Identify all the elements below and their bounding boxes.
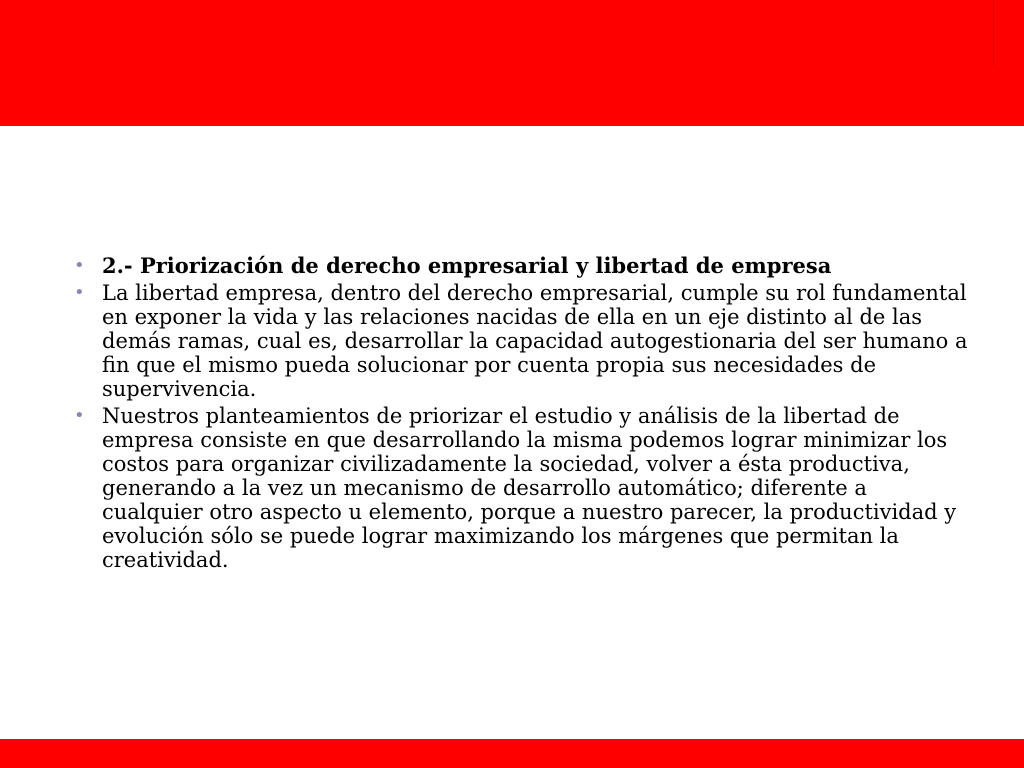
- bullet-dot-icon: •: [74, 255, 85, 276]
- bullet-dot-icon: •: [74, 405, 85, 426]
- bullet-text: La libertad empresa, dentro del derecho empresarial, cumple su rol fundamental en exponer la vida y las relaciones nacidas de ella en un eje distinto al de las demás ramas, cual es, desarrollar la capacidad autogestionaria del ser humano a fin que el mismo pueda solucionar por cuenta propia sus necesidades de supervivencia.: [102, 281, 968, 401]
- bullet-text: Nuestros planteamientos de priorizar el estudio y análisis de la libertad de empresa consiste en que desarrollando la misma podemos lograr minimizar los costos para organizar civilizadamente la sociedad, volver a ésta productiva, generando a la vez un mecanismo de desarrollo automático; diferente a cualquier otro aspecto u elemento, porque a nuestro parecer, la productividad y evolución sólo se puede lograr maximizando los márgenes que permitan la creatividad.: [102, 404, 957, 572]
- bottom-red-band: [0, 739, 1024, 768]
- band-divider-line: [993, 0, 994, 66]
- bullet-dot-icon: •: [74, 282, 85, 303]
- bullet-paragraph-2: [72, 404, 972, 572]
- bullet-paragraph-1: [72, 281, 972, 401]
- bullet-heading: [72, 254, 972, 278]
- top-red-band: [0, 0, 1024, 126]
- bullet-text: 2.- Priorización de derecho empresarial y libertad de empresa: [102, 253, 832, 278]
- slide-content: [72, 254, 972, 575]
